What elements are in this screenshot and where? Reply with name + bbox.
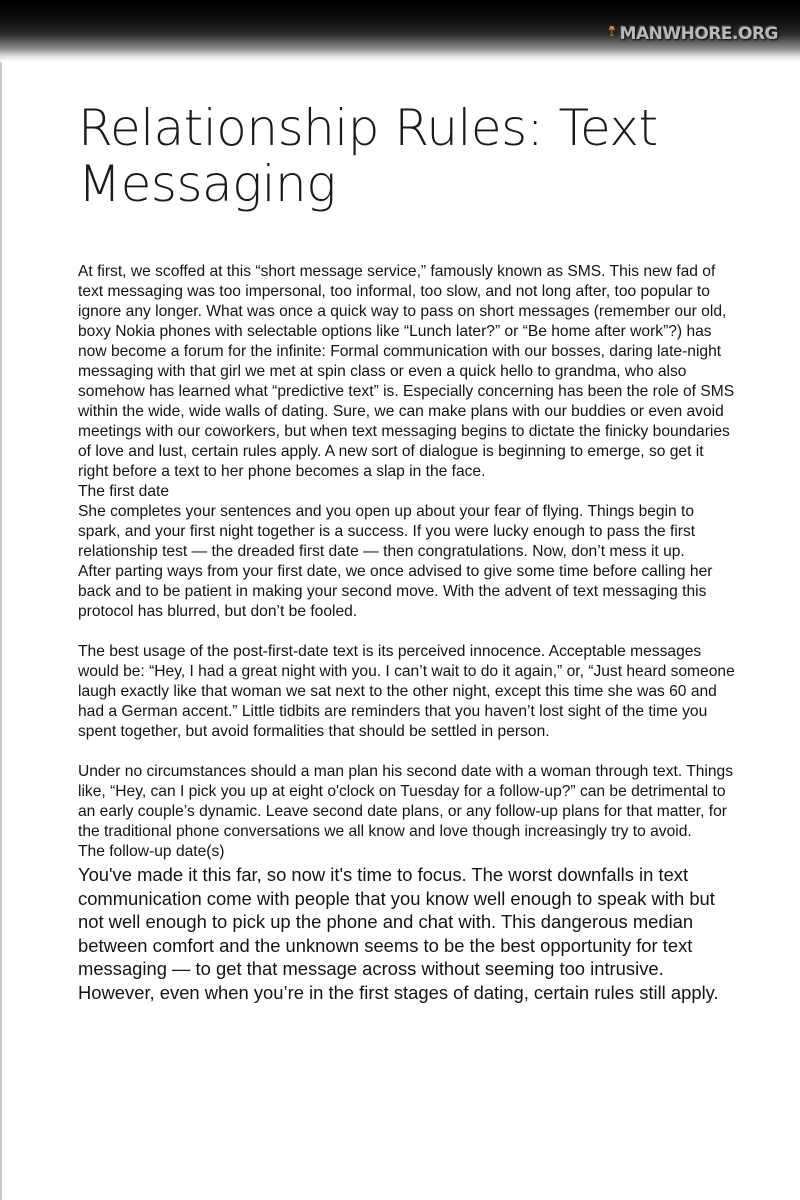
paragraph: The best usage of the post-first-date text is its perceived innocence. Acceptable messages would be: “Hey, I had a great night with you. I can’t wait to do it again,” or, “Just heard someone laugh exactly like that woman we sat next to the other night, except this time she was 60 and had a German accent.” Little tidbits are reminders that you haven’t lost sight of the time you spent together, but avoid formalities that should be settled in person. [78,643,735,740]
site-logo[interactable] [608,6,778,56]
page-edge [0,62,2,1200]
lamp-icon [608,7,616,55]
paragraph: Under no circumstances should a man plan his second date with a woman through text. Things like, “Hey, can I pick you up at eight o'clock on Tuesday for a follow-up?” can be detrimental to an early couple’s dynamic. Leave second date plans, or any follow-up plans for that matter, for the traditional phone conversations we all know and love though increasingly try to avoid. [78,763,734,840]
intro-paragraph: At first, we scoffed at this “short message service,” famously known as SMS. This new fad of text messaging was too impersonal, too informal, too slow, and not long after, too popular to ignore any longer. What was once a quick way to pass on short messages (remember our old, boxy Nokia phones with selectable options like “Lunch later?” or “Be home after work”?) has now become a forum for the infinite: Formal communication with our bosses, daring late-night messaging with that girl we met at spin class or even a quick hello to grandma, who also somehow has learned what “predictive text” is. Especially concerning has been the role of SMS within the wide, wide walls of dating. Sure, we can make plans with our buddies or even avoid meetings with our coworkers, but when text messaging begins to dictate the finicky boundaries of love and lust, certain rules apply. A new sort of dialogue is beginning to emerge, so get it right before a text to her phone becomes a slap in the face. [78,263,735,480]
paragraph: After parting ways from your first date, we once advised to give some time before calling her back and to be patient in making your second move. With the advent of text messaging this protocol has blurred, but don’t be fooled. [78,563,713,620]
page-title: Relationship Rules: Text Messaging [78,99,658,213]
section-heading-first-date: The first date [78,483,170,500]
logo-text: MANWHORE.ORG [619,24,778,44]
paragraph: You've made it this far, so now it's time to focus. The worst downfalls in text communication come with people that you know well enough to speak with but not well enough to pick up the phone and chat with. This dangerous median between comfort and the unknown seems to be the best opportunity for text messaging — to get that message across without seeming too intrusive. However, even when you’re in the first stages of dating, certain rules still apply. [78,864,719,1003]
section-heading-follow-up: The follow-up date(s) [78,843,225,860]
paragraph: She completes your sentences and you open up about your fear of flying. Things begin to spark, and your first night together is a success. If you were lucky enough to pass the first relationship test — the dreaded first date — then congratulations. Now, don’t mess it up. [78,503,696,560]
article-body [78,262,738,1004]
